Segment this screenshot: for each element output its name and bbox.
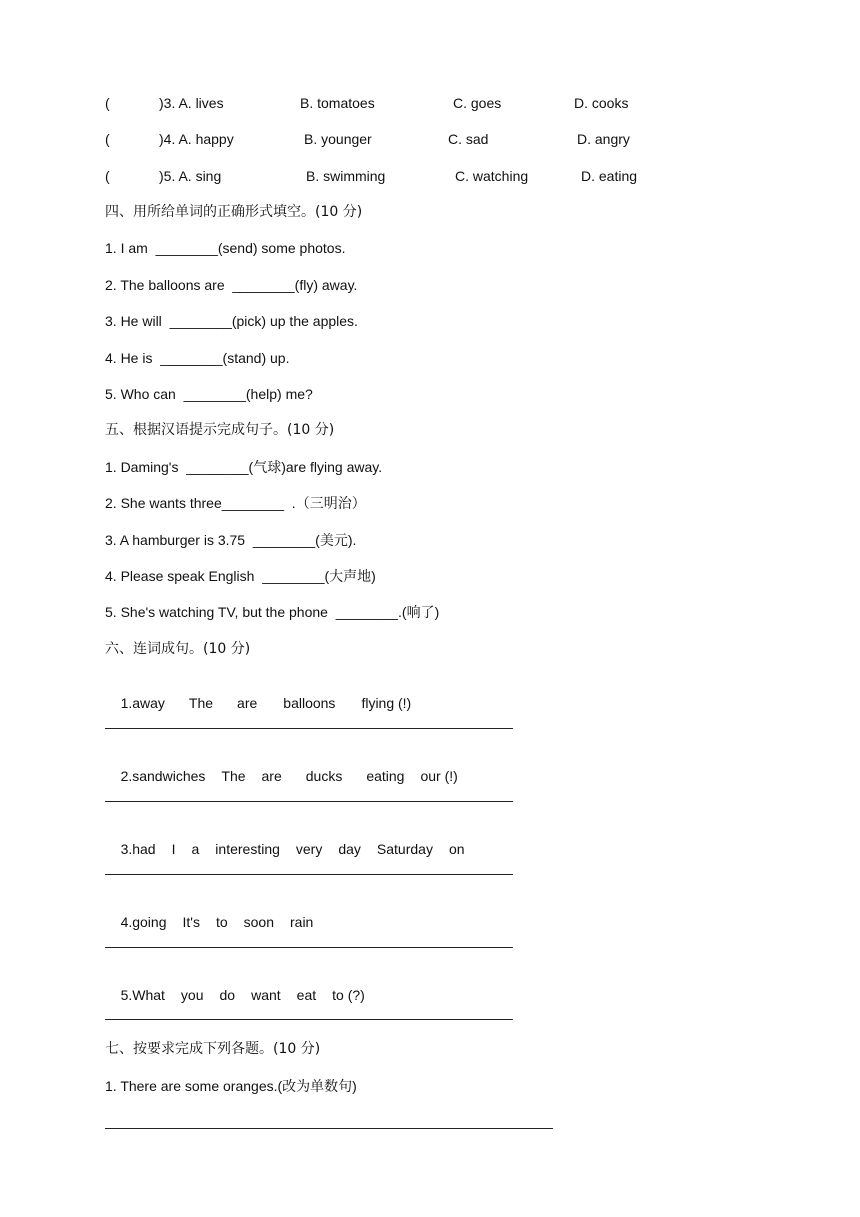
word: you: [180, 987, 204, 1003]
word: very: [295, 841, 323, 857]
word: soon: [243, 914, 274, 930]
section-heading: 四、用所给单词的正确形式填空。(10 分): [105, 204, 363, 220]
answer-line: [105, 947, 513, 948]
option-a: )3. A. lives: [159, 95, 224, 111]
word: our (!): [420, 768, 458, 784]
word: The: [188, 695, 214, 711]
question-item: 4. Please speak English ________(大声地): [105, 568, 376, 584]
section-heading: 七、按要求完成下列各题。(10 分): [105, 1041, 321, 1057]
answer-paren: (: [105, 95, 110, 111]
word: to (?): [332, 987, 365, 1003]
word: do: [219, 987, 236, 1003]
option-d: D. cooks: [574, 95, 629, 111]
answer-line: [105, 1019, 513, 1020]
word: are: [261, 768, 282, 784]
answer-line: [105, 801, 513, 802]
scrambled-words: [105, 895, 313, 949]
question-item: 2. The balloons are ________(fly) away.: [105, 277, 358, 293]
word: balloons: [283, 695, 336, 711]
word: ducks: [305, 768, 343, 784]
word: flying (!): [361, 695, 412, 711]
option-a: )5. A. sing: [159, 168, 222, 184]
option-c: C. sad: [448, 131, 489, 147]
option-c: C. watching: [455, 168, 529, 184]
word: 4.going: [120, 914, 167, 930]
answer-line: [105, 874, 513, 875]
word: 1.away: [120, 695, 165, 711]
answer-paren: (: [105, 131, 110, 147]
option-b: B. tomatoes: [300, 95, 375, 111]
word: 2.sandwiches: [120, 768, 206, 784]
scrambled-words: [105, 822, 465, 876]
word: interesting: [215, 841, 280, 857]
question-item: 3. He will ________(pick) up the apples.: [105, 313, 358, 329]
option-a: )4. A. happy: [159, 131, 234, 147]
question-item: 1. I am ________(send) some photos.: [105, 240, 346, 256]
option-d: D. eating: [581, 168, 638, 184]
option-b: B. swimming: [306, 168, 386, 184]
word: are: [237, 695, 258, 711]
option-d: D. angry: [577, 131, 630, 147]
word: day: [338, 841, 361, 857]
scrambled-words: [105, 749, 458, 803]
answer-line: [105, 1128, 553, 1129]
question-item: 5. She's watching TV, but the phone ________.(响了): [105, 604, 440, 620]
section-heading: 五、根据汉语提示完成句子。(10 分): [105, 422, 335, 438]
word: a: [191, 841, 200, 857]
scrambled-words: [105, 968, 365, 1022]
word: want: [251, 987, 281, 1003]
question-item: 1. Daming's ________(气球)are flying away.: [105, 459, 383, 475]
word: on: [448, 841, 465, 857]
question-item: 5. Who can ________(help) me?: [105, 386, 313, 402]
word: 5.What: [120, 987, 165, 1003]
section-heading: 六、连词成句。(10 分): [105, 641, 251, 657]
scrambled-words: [105, 676, 411, 730]
answer-line: [105, 728, 513, 729]
word: It's: [182, 914, 200, 930]
answer-paren: (: [105, 168, 110, 184]
word: eat: [296, 987, 317, 1003]
question-item: 3. A hamburger is 3.75 ________(美元).: [105, 532, 357, 548]
question-item: 2. She wants three________ .（三明治）: [105, 495, 366, 511]
question-item: 4. He is ________(stand) up.: [105, 350, 290, 366]
option-b: B. younger: [304, 131, 372, 147]
question-item: 1. There are some oranges.(改为单数句): [105, 1078, 357, 1094]
option-c: C. goes: [453, 95, 502, 111]
word: rain: [290, 914, 314, 930]
word: I: [171, 841, 176, 857]
word: The: [221, 768, 246, 784]
word: Saturday: [376, 841, 433, 857]
word: 3.had: [120, 841, 156, 857]
word: to: [215, 914, 228, 930]
word: eating: [366, 768, 405, 784]
